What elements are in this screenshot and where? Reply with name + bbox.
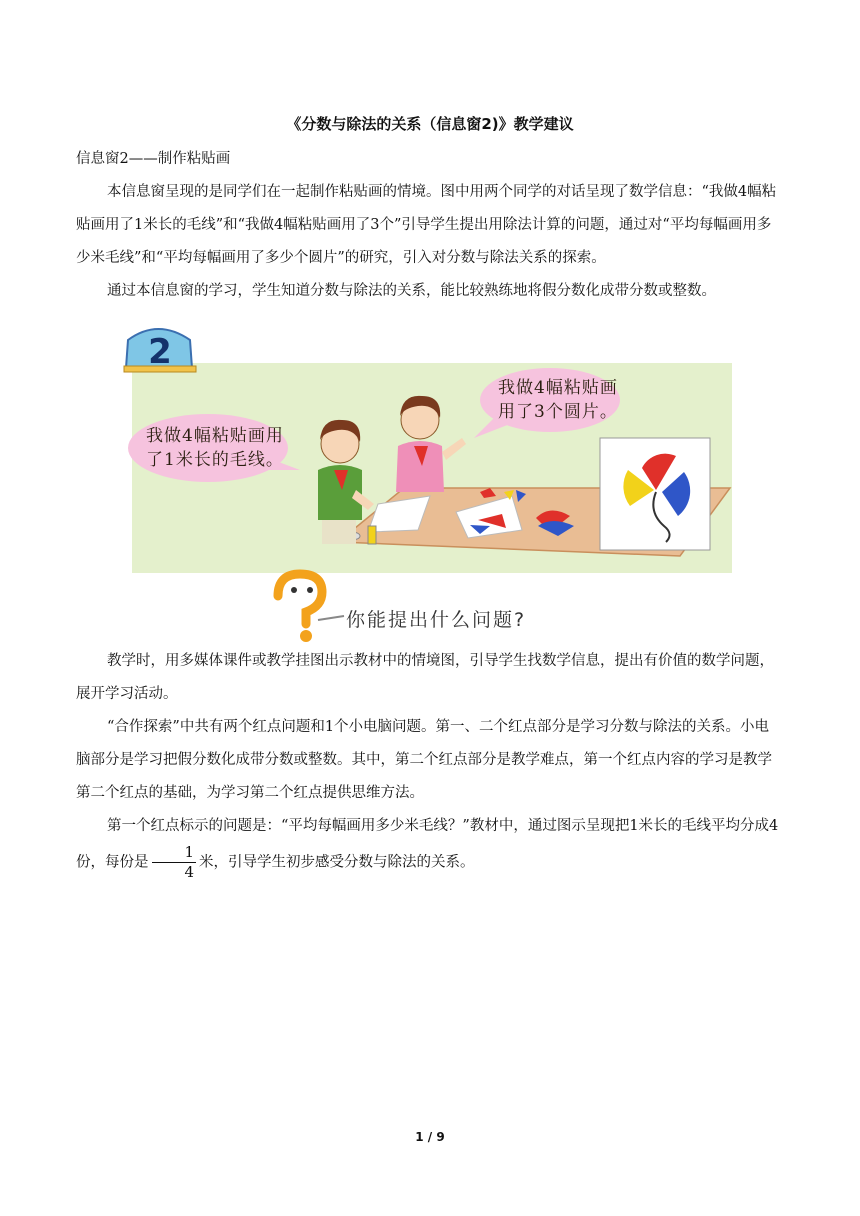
page-number: 1 / 9 (415, 1130, 445, 1144)
fraction-numerator: 1 (152, 843, 197, 863)
paragraph-intro: 本信息窗呈现的是同学们在一起制作粘贴画的情境。图中用两个同学的对话呈现了数学信息：“我做4幅粘贴画用了1米长的毛线”和“我做4幅粘贴画用了3个”引导学生提出用除法计算的问题，通过对“平均每幅画用多少米毛线”和“平均每幅画用了多少个圆片”的研究，引入对分数与除法关系的探索。 (76, 184, 777, 266)
fraction-denominator: 4 (184, 863, 195, 881)
paragraph-first-point-ending: 米，引导学生初步感受分数与除法的关系。 (199, 854, 475, 871)
paragraph-teaching: 教学时，用多媒体课件或教学挂图出示教材中的情境图，引导学生找数学信息，提出有价值的数学问题，展开学习活动。 (76, 653, 774, 702)
fraction-one-quarter (152, 843, 197, 882)
right-bubble-text (498, 376, 618, 424)
situation-illustration (118, 320, 738, 645)
right-bubble-line-1: 我做4幅粘贴画 (498, 378, 618, 398)
section-heading: 信息窗2——制作粘贴画 (76, 151, 231, 167)
question-prompt: 你能提出什么问题? (346, 609, 527, 631)
question-mark-icon (278, 574, 344, 642)
paragraph-goal: 通过本信息窗的学习，学生知道分数与除法的关系，能比较熟练地将假分数化成带分数或整数。 (107, 283, 716, 299)
paragraph-explore: “合作探索”中共有两个红点问题和1个小电脑问题。第一、二个红点部分是学习分数与除法的关系。小电脑部分是学习把假分数化成带分数或整数。其中，第二个红点部分是教学难点，第一个红点内容的学习是教学第二个红点的基础，为学习第二个红点提供思维方法。 (76, 719, 772, 801)
paragraph-first-point-text: 第一个红点标示的问题是：“平均每幅画用多少米毛线？”教材中，通过图示呈现把1米长的毛线平均分成4份，每份是 (76, 818, 779, 871)
paragraph-first-point (76, 810, 782, 882)
left-bubble-line-1: 我做4幅粘贴画用 (146, 426, 284, 446)
right-bubble-line-2: 用了3个圆片。 (498, 402, 618, 422)
left-bubble-text (146, 424, 284, 472)
left-bubble-line-2: 了1米长的毛线。 (146, 450, 284, 470)
window-number: 2 (148, 332, 172, 372)
document-title: 《分数与除法的关系（信息窗2)》教学建议 (286, 115, 574, 133)
